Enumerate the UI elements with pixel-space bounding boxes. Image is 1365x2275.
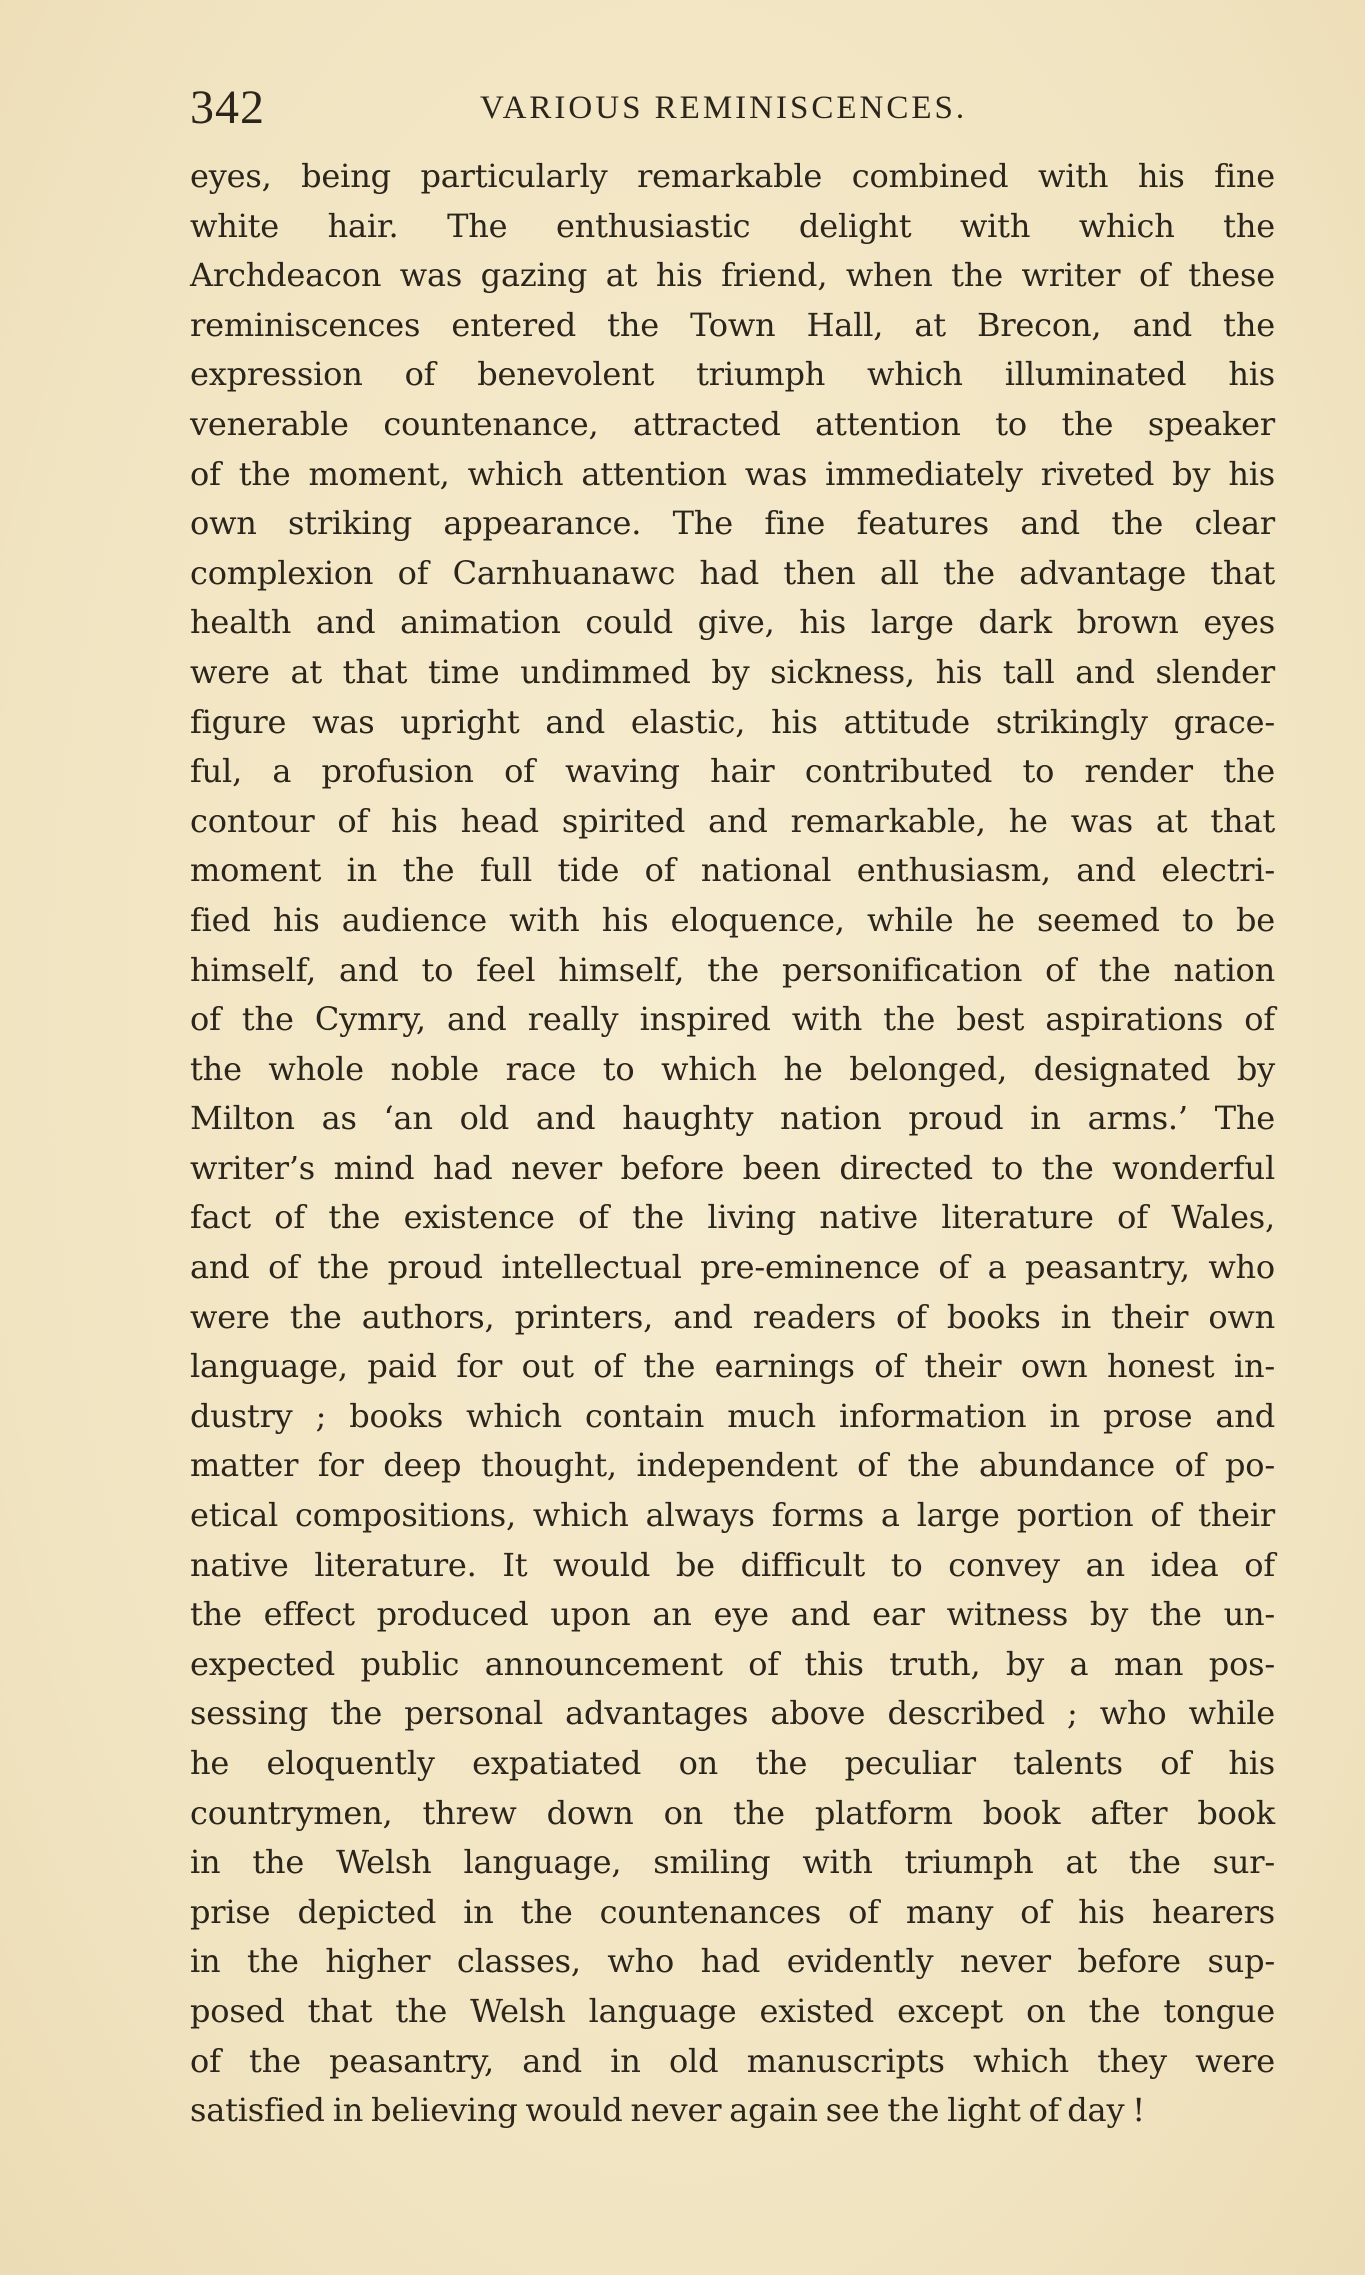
text-line: expression of benevolent triumph which illuminated his	[190, 355, 1275, 394]
text-line: countrymen, threw down on the platform book after book	[190, 1793, 1275, 1832]
text-line: figure was upright and elastic, his attitude strikingly grace-	[190, 702, 1275, 741]
text-line: white hair. The enthusiastic delight with which the	[190, 206, 1275, 245]
text-line: in the Welsh language, smiling with triumph at the sur-	[190, 1843, 1275, 1882]
text-line: sessing the personal advantages above described ; who while	[190, 1694, 1275, 1733]
text-line: etical compositions, which always forms a large portion of their	[190, 1496, 1275, 1535]
page-number: 342	[190, 81, 265, 134]
text-line: ful, a profusion of waving hair contributed to render the	[190, 752, 1275, 791]
text-line: the whole noble race to which he belonged, designated by	[190, 1049, 1275, 1088]
text-line: prise depicted in the countenances of many of his hearers	[190, 1892, 1275, 1931]
text-line: posed that the Welsh language existed except on the tongue	[190, 1991, 1275, 2030]
text-line: health and animation could give, his large dark brown eyes	[190, 603, 1275, 642]
text-line: own striking appearance. The fine features and the clear	[190, 504, 1275, 543]
text-line: matter for deep thought, independent of the abundance of po-	[190, 1446, 1275, 1485]
text-line: satisfied in believing would never again see the light of day !	[190, 2091, 1145, 2130]
text-line: language, paid for out of the earnings of their own honest in-	[190, 1347, 1275, 1386]
text-line: dustry ; books which contain much information in prose and	[190, 1396, 1275, 1435]
text-line: expected public announcement of this truth, by a man pos-	[190, 1644, 1275, 1683]
text-line: writer’s mind had never before been directed to the wonderful	[190, 1148, 1275, 1187]
text-line: Milton as ‘an old and haughty nation proud in arms.’ The	[190, 1099, 1275, 1138]
text-line: moment in the full tide of national enthusiasm, and electri-	[190, 851, 1275, 890]
text-line: eyes, being particularly remarkable combined with his fine	[190, 157, 1275, 195]
text-line: of the moment, which attention was immediately riveted by his	[190, 454, 1275, 493]
text-line: were the authors, printers, and readers of books in their own	[190, 1297, 1275, 1336]
text-line: of the Cymry, and really inspired with the best aspirations of	[190, 1000, 1275, 1039]
text-line: were at that time undimmed by sickness, his tall and slender	[190, 652, 1275, 691]
running-title: VARIOUS REMINISCENCES.	[480, 90, 968, 126]
text-line: Archdeacon was gazing at his friend, when the writer of these	[190, 256, 1275, 295]
text-line: in the higher classes, who had evidently never before sup-	[190, 1942, 1275, 1981]
text-line: himself, and to feel himself, the personification of the nation	[190, 950, 1275, 989]
text-line: reminiscences entered the Town Hall, at Brecon, and the	[190, 305, 1275, 344]
text-line: fied his audience with his eloquence, while he seemed to be	[190, 900, 1275, 939]
text-line: complexion of Carnhuanawc had then all the advantage that	[190, 553, 1275, 592]
text-line: contour of his head spirited and remarkable, he was at that	[190, 801, 1275, 840]
text-line: he eloquently expatiated on the peculiar talents of his	[190, 1744, 1275, 1782]
text-line: of the peasantry, and in old manuscripts which they were	[190, 2041, 1275, 2080]
running-head	[190, 80, 1195, 140]
text-line: fact of the existence of the living native literature of Wales,	[190, 1198, 1275, 1237]
text-line: venerable countenance, attracted attention to the speaker	[190, 404, 1275, 443]
text-line: native literature. It would be difficult to convey an idea of	[190, 1545, 1275, 1584]
text-line: and of the proud intellectual pre-eminence of a peasantry, who	[190, 1248, 1275, 1287]
body-text	[190, 152, 1275, 2136]
text-line: the effect produced upon an eye and ear witness by the un-	[190, 1595, 1275, 1634]
